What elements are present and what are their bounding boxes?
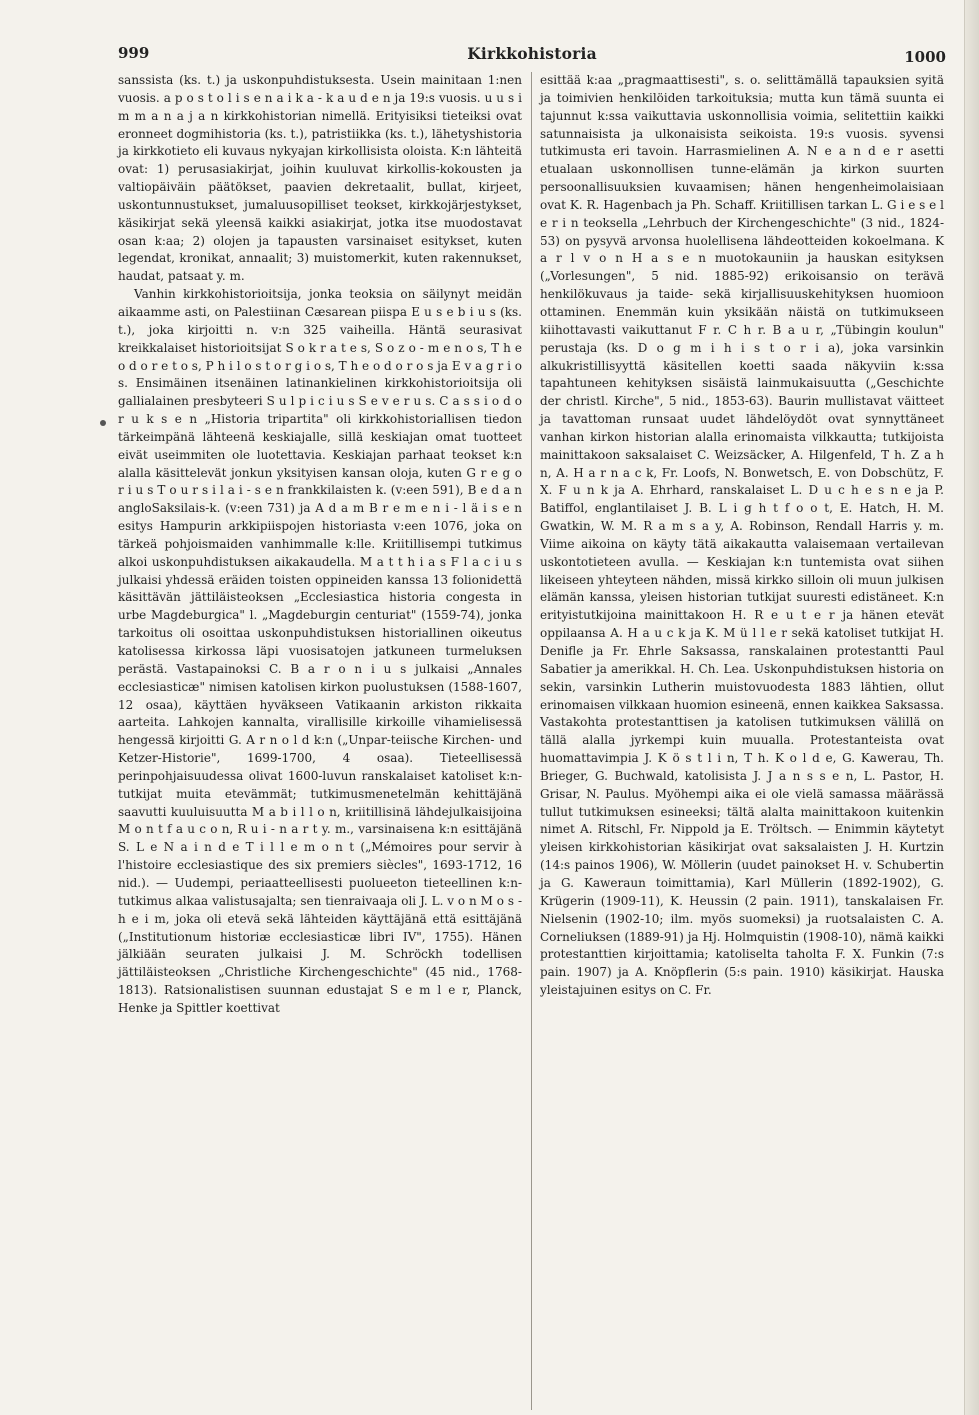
- page-number-right: 1000: [904, 48, 946, 66]
- page-title: Kirkkohistoria: [467, 44, 597, 63]
- page-edge: [964, 0, 979, 1415]
- left-column: [118, 72, 522, 1018]
- column-divider: [531, 72, 532, 1410]
- page-header: [118, 44, 946, 70]
- right-column: [540, 72, 944, 1000]
- ink-spot: [100, 420, 106, 426]
- left-paragraph-1: sanssista (ks. t.) ja uskonpuhdistuksesta. Usein mainitaan 1:nen vuosis. a p o s t o l i s e n a i k a - k a u d e n ja 19:s vuosis. u u s i m m a n a j a n kirkkohistorian nimellä. Erityisiksi tieteiksi ovat eronneet dogmihistoria (ks. t.), patristiikka (ks. t.), lähetyshistoria ja kirkkotieto eli kuvaus nykyajan kirkollisista oloista. K:n lähteitä ovat: 1) perusasiakirjat, joihin kuuluvat kirkollis-kokousten ja valtiopäiväin päätökset, paavien dekretaalit, bullat, kirjeet, uskontunnustukset, jumaluusopilliset teokset, kirkkojärjestykset, käsikirjat sekä yleensä kaikki asiakirjat, jotka itse muodostavat osan k:aa; 2) olojen ja tapausten varsinaiset esitykset, kuten legendat, kronikat, annaalit; 3) muistomerkit, kuten rakennukset, haudat, patsaat y. m.: [118, 73, 522, 284]
- page-number-left: 999: [118, 44, 150, 62]
- left-paragraph-2: Vanhin kirkkohistorioitsija, jonka teoksia on säilynyt meidän aikaamme asti, on Palestiinan Cæsarean piispa E u s e b i u s (ks. t.), joka kirjoitti n. v:n 325 vaiheilla. Häntä seurasivat kreikkalaiset historioitsijat S o k r a t e s, S o z o - m e n o s, T h e o d o r e t o s, P h i l o s t o r g i o s, T h e o d o r o s ja E v a g r i o s. Ensimäinen itsenäinen latinankielinen kirkkohistorioitsija oli gallialainen presbyteeri S u l p i c i u s S e v e r u s. C a s s i o d o r u k s e n „Historia tripartita" oli kirkkohistoriallisen tiedon tärkeimpänä lähteenä keskiajalle, sillä keskiajan omat tuotteet eivät useimmiten ole luotettavia. Keskiajan parhaat teokset k:n alalla käsittelevät jonkun yksityisen kansan oloja, kuten G r e g o r i u s T o u r s i l a i - s e n frankkilaisten k. (v:een 591), B e d a n angloSaksilais-k. (v:een 731) ja A d a m B r e m e n i - l ä i s e n esitys Hampurin arkkipiispojen historiasta v:een 1076, joka on tärkeä pohjoismaiden vanhimmalle k:lle. Kriitillisempi tutkimus alkoi uskonpuhdistuksen aikakaudella. M a t t h i a s F l a c i u s julkaisi yhdessä eräiden toisten oppineiden kanssa 13 folionidettä käsittävän jättiläisteoksen „Ecclesiastica historia congesta in urbe Magdeburgica" l. „Magdeburgin centuriat" (1559-74), jonka tarkoitus oli osoittaa uskonpuhdistuksen historiallinen oikeutus katolisessa kirkossa läpi vuosisatojen jatkuneen turmeluksen perästä. Vastapainoksi C. B a r o n i u s julkaisi „Annales ecclesiasticæ" nimisen katolisen kirkon puolustuksen (1588-1607, 12 osaa), käyttäen hyväkseen Vatikaanin arkiston rikkaita aarteita. Lahkojen kannalta, virallisille kirkoille vihamielisessä hengessä kirjoitti G. A r n o l d k:n („Unpar-teiische Kirchen- und Ketzer-Historie", 1699-1700, 4 osaa). Tieteellisessä perinpohjaisuudessa olivat 1600-luvun ranskalaiset katoliset k:n-tutkijat muita etevämmät; tutkimusmenetelmän kehittäjänä saavutti kuuluisuutta M a b i l l o n, kriitillisinä lähdejulkaisijoina M o n t f a u c o n, R u i - n a r t y. m., varsinaisena k:n esittäjänä S. L e N a i n d e T i l l e m o n t („Mémoires pour servir à l'histoire ecclesiastique des six premiers siècles", 1693-1712, 16 nid.). — Uudempi, periaatteellisesti puolueeton tieteellinen k:n-tutkimus alkaa valistusajalta; sen tienraivaaja oli J. L. v o n M o s - h e i m, joka oli etevä sekä lähteiden käyttäjänä että esittäjänä („Institutionum historiæ ecclesiasticæ libri IV", 1755). Hänen jälkiään seuraten julkaisi J. M. Schröckh todellisen jättiläisteoksen „Christliche Kirchengeschichte" (45 nid., 1768-1813). Ratsionalistisen suunnan edustajat S e m l e r, Planck, Henke ja Spittler koettivat: [118, 287, 522, 1015]
- right-paragraph-1: esittää k:aa „pragmaattisesti", s. o. selittämällä tapauksien syitä ja toimivien henkilöiden tarkoituksia; mutta kun tämä suunta ei tajunnut k:ssa vaikuttavia uskonnollisia voimia, selitettiin kaikki satunnaisista ja ulkonaisista seikoista. 19:s vuosis. syvensi tutkimusta eri tavoin. Harrasmielinen A. N e a n d e r asetti etualaan uskonnollisen tunne-elämän ja kirkon suurten persoonallisuuksien kuvaamisen; hänen hengenheimolaisiaan ovat K. R. Hagenbach ja Ph. Schaff. Kriitillisen tarkan L. G i e s e l e r i n teoksella „Lehrbuch der Kirchengeschichte" (3 nid., 1824-53) on pysyvä arvonsa huolellisena lähdeotteiden kokoelmana. K a r l v o n H a s e n muotokauniin ja hauskan esityksen („Vorlesungen", 5 nid. 1885-92) erikoisansio on terävä henkilökuvaus ja taide- sekä kirjallisuuskehityksen huomioon ottaminen. Enemmän kuin yksikään näistä on tutkimukseen kiihottavasti vaikuttanut F r. C h r. B a u r, „Tübingin koulun" perustaja (ks. D o g m i h i s t o r i a), joka varsinkin alkukristillisyyttä käsitellen koetti saada näkyviin k:ssa tapahtuneen kehityksen sisäistä lainmukaisuutta („Geschichte der christl. Kirche", 5 nid., 1853-63). Baurin mullistavat väitteet ja tavattoman runsaat uudet lähdelöydöt ovat synnyttäneet vanhan kirkon historian alalla erinomaista vilkkautta; tutkijoista mainittakoon saksalaiset C. Weizsäcker, A. Hilgenfeld, T h. Z a h n, A. H a r n a c k, Fr. Loofs, N. Bonwetsch, E. von Dobschütz, F. X. F u n k ja A. Ehrhard, ranskalaiset L. D u c h e s n e ja P. Batiffol, englantilaiset J. B. L i g h t f o o t, E. Hatch, H. M. Gwatkin, W. M. R a m s a y, A. Robinson, Rendall Harris y. m. Viime aikoina on käyty tätä aikakautta valaisemaan vertailevan uskontotieteen avulla. — Keskiajan k:n tuntemista ovat siihen likeiseen yhteyteen nähden, missä kirkko silloin oli muun julkisen elämän kanssa, yleisen historian tutkijat suuresti edistäneet. K:n erityistutkijoina mainittakoon H. R e u t e r ja hänen etevät oppilaansa A. H a u c k ja K. M ü l l e r sekä katoliset tutkijat H. Denifle ja Fr. Ehrle Saksassa, ranskalainen protestantti Paul Sabatier ja amerikkal. H. Ch. Lea. Uskonpuhdistuksen historia on sekin, varsinkin Lutherin muistovuodesta 1883 lähtien, ollut erinomaisen vilkkaan huomion esineenä, ennen kaikkea Saksassa. Vastakohta protestanttisen ja katolisen tutkimuksen välillä on tällä alalla jyrkempi kuin muualla. Protestanteista ovat huomattavimpia J. K ö s t l i n, T h. K o l d e, G. Kawerau, Th. Brieger, G. Buchwald, katolisista J. J a n s s e n, L. Pastor, H. Grisar, N. Paulus. Myöhempi aika ei ole vielä samassa määrässä tullut tutkimuksen esineeksi; tältä alalta mainittakoon kuitenkin nimet A. Ritschl, Fr. Nippold ja E. Tröltsch. — Enimmin käytetyt yleisen kirkkohistorian käsikirjat ovat saksalaisten J. H. Kurtzin (14:s painos 1906), W. Möllerin (uudet painokset H. v. Schubertin ja G. Kaweraun toimittamia), Karl Müllerin (1892-1902), G. Krügerin (1909-11), K. Heussin (2 pain. 1911), tanskalaisen Fr. Nielsenin (1902-10; ilm. myös suomeksi) ja ruotsalaisten C. A. Corneliuksen (1889-91) ja Hj. Holmquistin (1908-10), nämä kaikki protestanttien kirjoittamia; katoliselta taholta F. X. Funkin (7:s pain. 1907) ja A. Knöpflerin (5:s pain. 1910) käsikirjat. Hauska yleistajuinen esitys on C. Fr.: [540, 73, 944, 998]
